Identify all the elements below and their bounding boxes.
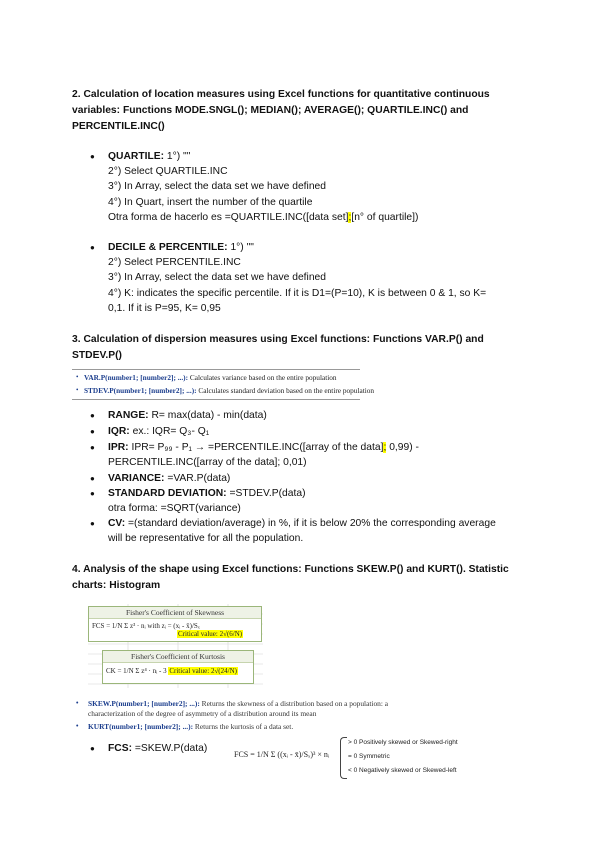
case-symmetric: = 0 Symmetric [348, 753, 390, 760]
bullet-dot: ● [90, 427, 95, 436]
stdev-function: STDEV.P(number1; [number2]; ...): [84, 386, 197, 395]
heading-line: 3. Calculation of dispersion measures using Excel functions: Functions VAR.P() and [72, 334, 484, 345]
bullet-dot: • [76, 700, 79, 707]
fcs-formula: FCS = 1/N Σ ((xᵢ - x̄)/Sₓ)³ × nᵢ [234, 750, 330, 759]
variance-label: VARIANCE: [108, 473, 165, 484]
iqr-bullet [90, 424, 530, 439]
cv-text: =(standard deviation/average) in %, if it is below 20% the corresponding average [125, 518, 496, 529]
kurt-reference [88, 722, 293, 731]
decile-step-4: 4°) K: indicates the specific percentile. If it is D1=(P=10), K is between 0 & 1, so K= [108, 287, 487, 299]
heading-line: charts: Histogram [72, 580, 161, 591]
quartile-step-3: 3°) In Array, select the data set we have defined [108, 181, 326, 193]
stdev-label: STANDARD DEVIATION: [108, 488, 227, 499]
kurtosis-box [102, 650, 254, 684]
section-4-heading [72, 562, 512, 594]
case-negative: < 0 Negatively skewed or Skewed-left [348, 767, 457, 774]
stdev-bullet [90, 486, 530, 516]
fcs-label: FCS: [108, 743, 133, 754]
range-text: R= max(data) - min(data) [148, 410, 267, 421]
skewness-critical [177, 630, 243, 638]
section-2-heading [72, 87, 512, 135]
decile-step-3: 3°) In Array, select the data set we have defined [108, 272, 326, 284]
quartile-step-1: 1°) "" [164, 151, 191, 162]
heading-line: 2. Calculation of location measures using Excel functions for quantitative continuous [72, 89, 490, 100]
quartile-step-2: 2°) Select QUARTILE.INC [108, 166, 228, 178]
ipr-bullet [90, 440, 530, 470]
critical-value: Critical value: 2√(24/N) [169, 667, 237, 675]
iqr-text: ex.: IQR= Q₃- Q₁ [129, 426, 210, 437]
bullet-dot: ● [90, 744, 95, 753]
var-reference [84, 373, 337, 382]
cv-label: CV: [108, 518, 126, 529]
heading-line: STDEV.P() [72, 350, 122, 361]
skew-reference [88, 699, 388, 708]
bullet-dot: • [76, 373, 79, 381]
bullet-dot: • [76, 386, 79, 394]
ipr-text: IPR= P₉₉ - P₁ → =PERCENTILE.INC([array of the data] [128, 442, 384, 453]
ipr-label: IPR: [108, 442, 129, 453]
skew-function: SKEW.P(number1; [number2]; ...): [88, 699, 200, 708]
variance-text: =VAR.P(data) [164, 473, 231, 484]
bullet-dot: ● [90, 411, 95, 420]
bullet-dot: ● [90, 243, 95, 252]
bullet-dot: • [76, 723, 79, 730]
skewness-box [88, 606, 262, 642]
fcs-bullet [90, 741, 230, 756]
excel-reference-box [72, 369, 375, 400]
cases-brace [340, 737, 347, 779]
bullet-dot: ● [90, 152, 95, 161]
formula-text: FCS = 1/N Σ z³ · nᵢ with zᵢ = (xᵢ - x̄)/Sₓ [92, 622, 200, 630]
var-description: Calculates variance based on the entire population [188, 373, 337, 382]
critical-value: Critical value: 2√(6/N) [178, 630, 243, 638]
skewness-title: Fisher's Coefficient of Skewness [89, 607, 261, 619]
kurt-function: KURT(number1; [number2]; ...): [88, 722, 194, 731]
ipr-text-cont: PERCENTILE.INC([array of the data]; 0,01) [108, 457, 307, 469]
kurt-description: Returns the kurtosis of a data set. [193, 722, 294, 731]
quartile-alt-formula [108, 210, 530, 225]
case-positive: > 0 Positively skewed or Skewed-right [348, 739, 458, 746]
stdev-reference [84, 386, 374, 395]
stdev-text: =STDEV.P(data) [226, 488, 306, 499]
skew-description: Returns the skewness of a distribution based on a population: a [199, 699, 389, 708]
quartile-step-4: 4°) In Quart, insert the number of the quartile [108, 196, 313, 208]
fisher-coefficients-figure [88, 604, 263, 688]
range-label: RANGE: [108, 410, 149, 421]
fcs-text: =SKEW.P(data) [132, 743, 208, 754]
cv-bullet [90, 516, 530, 546]
quartile-bullet [90, 149, 530, 225]
skewness-formula [92, 622, 200, 630]
bullet-dot: ● [90, 519, 95, 528]
var-function: VAR.P(number1; [number2]; ...): [84, 373, 189, 382]
bullet-dot: ● [90, 474, 95, 483]
kurtosis-title: Fisher's Coefficient of Kurtosis [103, 651, 253, 663]
decile-step-4-cont: 0,1. If it is P=95, K= 0,95 [108, 302, 221, 314]
bullet-dot: ● [90, 489, 95, 498]
highlighted-separator: ; [348, 211, 352, 223]
range-bullet [90, 408, 530, 423]
kurtosis-formula [106, 667, 238, 675]
decile-label: DECILE & PERCENTILE: [108, 242, 228, 253]
quartile-label: QUARTILE: [108, 151, 165, 162]
decile-bullet [90, 240, 530, 316]
stdev-description: Calculates standard deviation based on the entire population [196, 386, 375, 395]
cv-text-cont: will be representative for all the population. [108, 533, 304, 545]
variance-bullet [90, 471, 530, 486]
stdev-alt: otra forma: =SQRT(variance) [108, 503, 241, 515]
decile-step-1: 1°) "" [227, 242, 254, 253]
decile-step-2: 2°) Select PERCENTILE.INC [108, 257, 241, 269]
heading-line: variables: Functions MODE.SNGL(); MEDIAN(); AVERAGE(); QUARTILE.INC() and [72, 105, 469, 116]
section-3-heading [72, 332, 512, 364]
heading-line: 4. Analysis of the shape using Excel functions: Functions SKEW.P() and KURT(). Statistic [72, 564, 509, 575]
iqr-label: IQR: [108, 426, 130, 437]
highlighted-separator: ; [383, 442, 387, 453]
skew-description-cont: characterization of the degree of asymmetry of a distribution around its mean [88, 709, 317, 718]
formula-part: Otra forma de hacerlo es =QUARTILE.INC([data set] [108, 211, 349, 223]
formula-part: [n° of quartile]) [351, 211, 419, 223]
ipr-text-end: 0,99) - [386, 442, 419, 453]
fcs-formula-image [230, 736, 340, 776]
bullet-dot: ● [90, 443, 95, 452]
heading-line: PERCENTILE.INC() [72, 121, 165, 132]
formula-text: CK = 1/N Σ z⁴ · nᵢ - 3 [106, 667, 167, 675]
